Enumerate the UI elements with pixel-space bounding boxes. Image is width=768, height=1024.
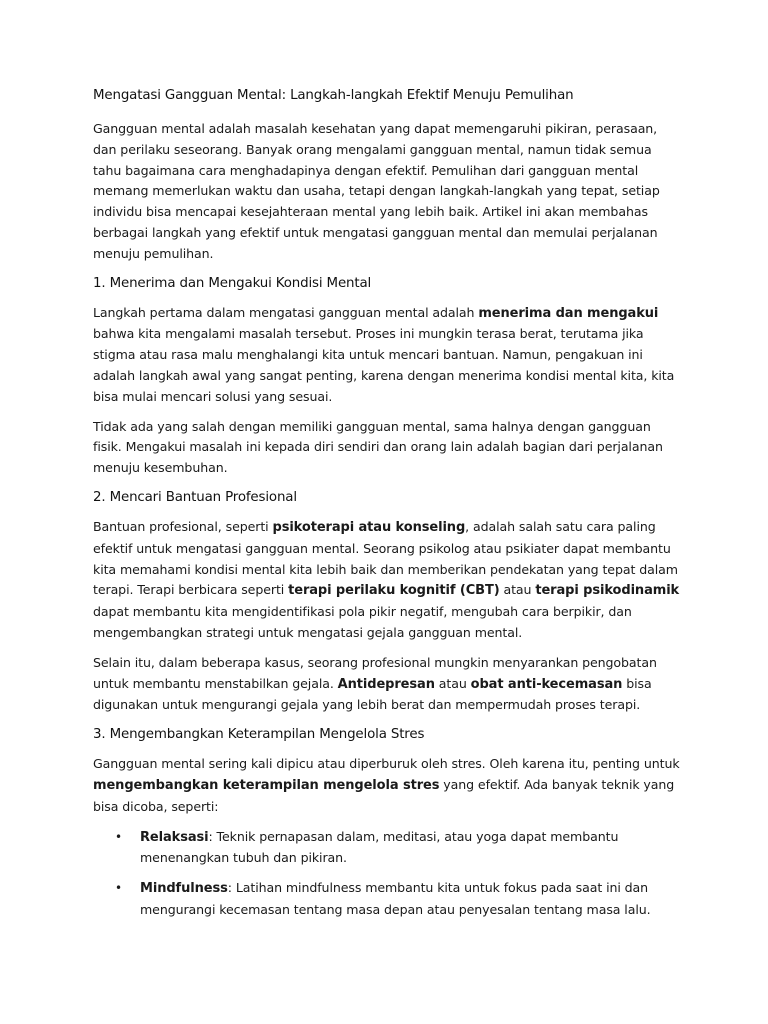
bold-term: Antidepresan	[337, 676, 435, 692]
section-1-paragraph-1	[93, 303, 683, 408]
bold-term: psikoterapi atau konseling	[272, 519, 466, 535]
section-2-paragraph-1	[93, 517, 683, 644]
text-run: bahwa kita mengalami masalah tersebut. Proses ini mungkin terasa berat, terutama jika stigma atau rasa malu menghalangi kita untuk mencari bantuan. Namun, pengakuan ini adalah langkah awal yang sangat penting, karena dengan menerima kondisi mental kita, kita bisa mulai mencari solusi yang sesuai.	[93, 326, 675, 404]
text-run: yang efektif. Ada banyak teknik yang bisa dicoba, seperti:	[93, 776, 675, 814]
text-run: Langkah pertama dalam mengatasi gangguan mental adalah	[93, 304, 479, 320]
bold-term: mengembangkan keterampilan mengelola stres	[93, 777, 440, 793]
text-run: : Latihan mindfulness membantu kita untuk fokus pada saat ini dan mengurangi kecemasan tentang masa depan atau penyesalan tentang masa lalu.	[140, 880, 651, 917]
section-2-heading: 2. Mencari Bantuan Profesional	[93, 489, 297, 505]
text-run: Selain itu, dalam beberapa kasus, seorang profesional mungkin menyarankan pengobatan untuk membantu menstabilkan gejala.	[93, 654, 657, 691]
list-item	[93, 827, 683, 870]
bold-term: obat anti-kecemasan	[470, 676, 623, 692]
bold-term: terapi perilaku kognitif (CBT)	[288, 583, 500, 599]
bold-term: Mindfulness	[140, 881, 228, 897]
text-run: Gangguan mental sering kali dipicu atau diperburuk oleh stres. Oleh karena itu, penting untuk	[93, 756, 680, 772]
section-1-paragraph-2: Tidak ada yang salah dengan memiliki gangguan mental, sama halnya dengan gangguan fisik. Mengakui masalah ini kepada diri sendiri dan orang lain adalah bagian dari perjalanan menuju kesembuhan.	[93, 418, 663, 476]
bold-term: terapi psikodinamik	[535, 583, 680, 599]
text-run: atau	[499, 582, 536, 598]
bold-term: menerima dan mengakui	[478, 305, 659, 321]
section-3-heading: 3. Mengembangkan Keterampilan Mengelola Stres	[93, 727, 425, 743]
text-run: bisa digunakan untuk mengurangi gejala yang lebih berat dan mempermudah proses terapi.	[93, 675, 652, 713]
text-run: Bantuan profesional, seperti	[93, 518, 273, 534]
section-1-heading: 1. Menerima dan Mengakui Kondisi Mental	[93, 275, 372, 291]
bold-term: Relaksasi	[140, 829, 209, 845]
bullet-icon: •	[115, 829, 122, 844]
document-body	[93, 86, 683, 930]
section-2-paragraph-2	[93, 653, 683, 716]
intro-paragraph: Gangguan mental adalah masalah kesehatan yang dapat memengaruhi pikiran, perasaan, dan perilaku seseorang. Banyak orang mengalami gangguan mental, namun tidak semua tahu bagaimana cara menghadapinya dengan efektif. Pemulihan dari gangguan mental memang memerlukan waktu dan usaha, tetapi dengan langkah-langkah yang tepat, setiap individu bisa mencapai kesejahteraan mental yang lebih baik. Artikel ini akan membahas berbagai langkah yang efektif untuk mengatasi gangguan mental dan memulai perjalanan menuju pemulihan.	[93, 121, 660, 261]
text-run: dapat membantu kita mengidentifikasi pola pikir negatif, mengubah cara berpikir, dan mengembangkan strategi untuk mengatasi gejala gangguan mental.	[93, 604, 632, 640]
bullet-icon: •	[115, 881, 122, 896]
text-run: , adalah salah satu cara paling efektif untuk mengatasi gangguan mental. Seorang psikolog atau psikiater dapat membantu kita memahami kondisi mental kita lebih baik dan memberikan pendekatan yang tepat dalam terapi. Terapi berbicara seperti	[93, 518, 678, 598]
text-run: : Teknik pernapasan dalam, meditasi, atau yoga dapat membantu menenangkan tubuh dan pikiran.	[140, 828, 619, 866]
list-item	[93, 878, 683, 921]
text-run: atau	[434, 675, 471, 691]
technique-list	[93, 827, 683, 921]
section-3-paragraph-1	[93, 754, 683, 817]
document-title: Mengatasi Gangguan Mental: Langkah-langkah Efektif Menuju Pemulihan	[93, 88, 574, 103]
